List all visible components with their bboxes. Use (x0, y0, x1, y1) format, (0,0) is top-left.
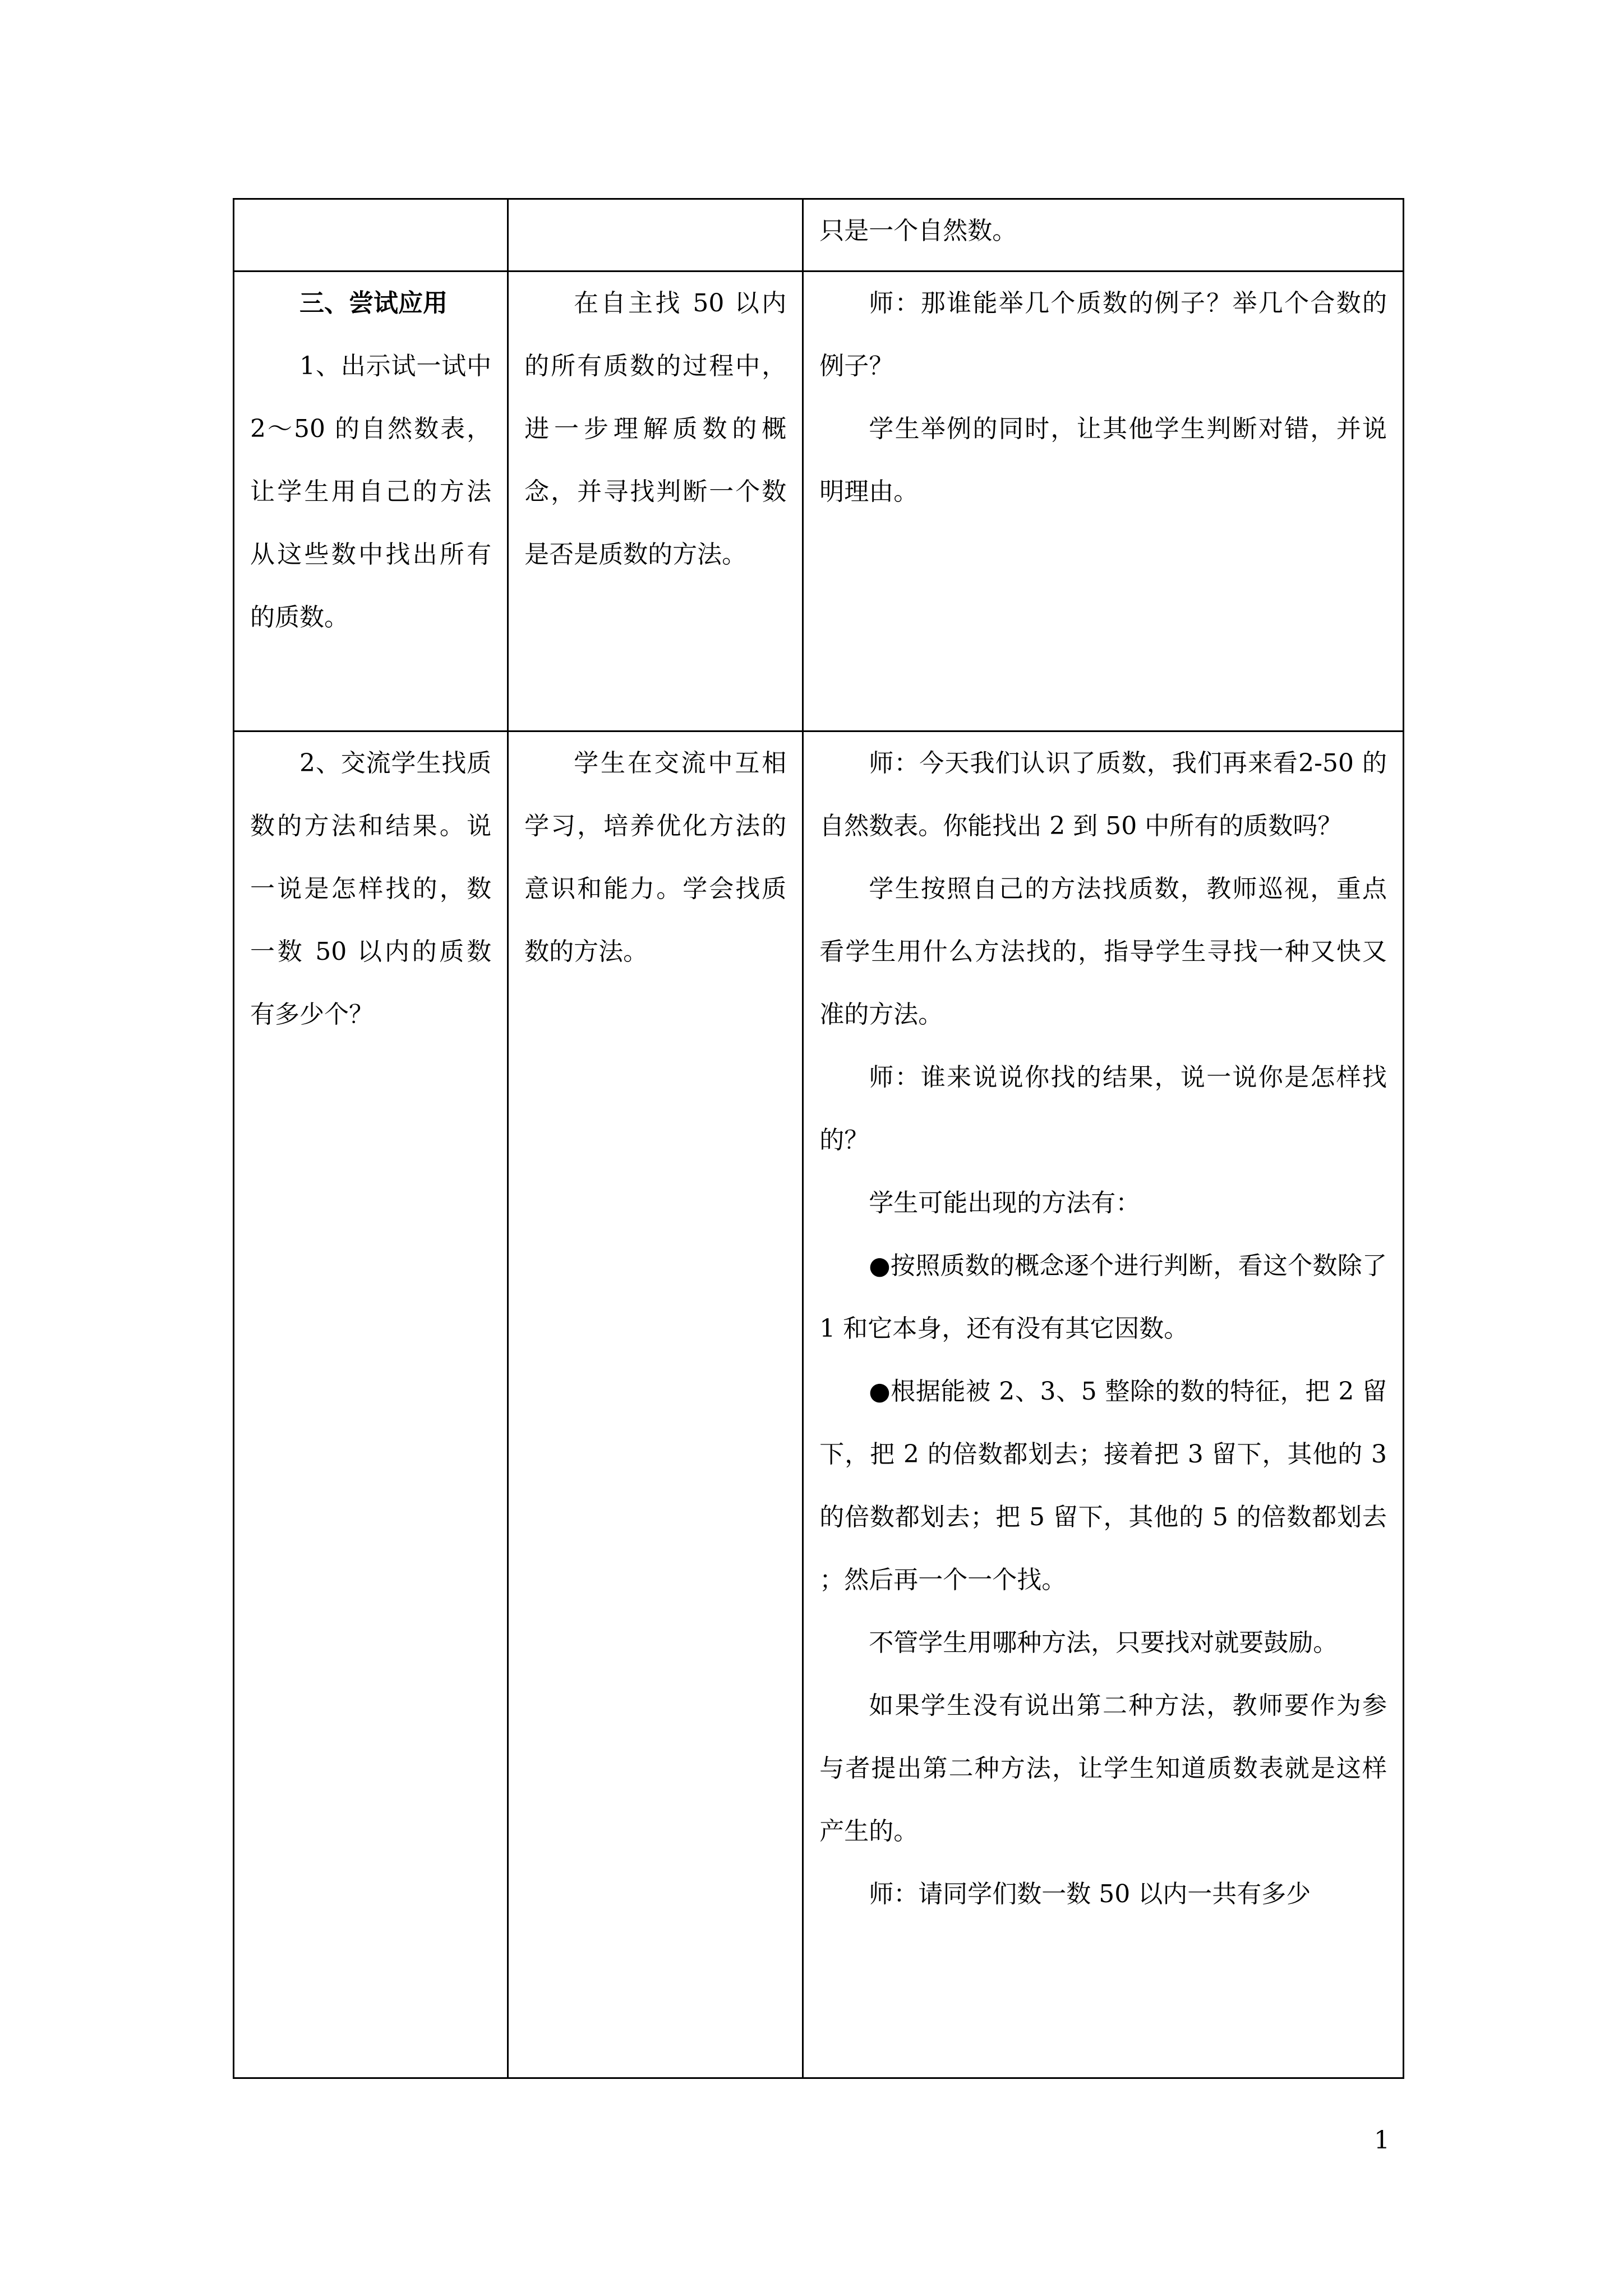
purpose-text: 学生在交流中互相学习，培养优化方法的意识和能力。学会找质数的方法。 (524, 749, 787, 966)
lesson-plan-table (233, 198, 1404, 2079)
purpose-cell (508, 272, 803, 731)
process-text: 不管学生用哪种方法，只要找对就要鼓励。 (869, 1628, 1338, 1657)
process-text: 师：今天我们认识了质数，我们再来看2-50 的自然数表。你能找出 2 到 50 中所有的质数吗？ (819, 749, 1387, 840)
table-row (234, 731, 1404, 2078)
activity-cell (234, 199, 508, 272)
process-text: 师：谁来说说你找的结果，说一说你是怎样找的？ (819, 1063, 1387, 1154)
activity-cell (234, 272, 508, 731)
process-text: 师：那谁能举几个质数的例子？举几个合数的例子？ (819, 289, 1387, 380)
process-text: ●按照质数的概念逐个进行判断，看这个数除了 1 和它本身，还有没有其它因数。 (819, 1251, 1387, 1343)
table-row (234, 272, 1404, 731)
process-text: 如果学生没有说出第二种方法，教师要作为参与者提出第二种方法，让学生知道质数表就是这样产生的。 (819, 1691, 1387, 1846)
page-number: 1 (1374, 2126, 1390, 2155)
process-text: 学生按照自己的方法找质数，教师巡视，重点看学生用什么方法找的，指导学生寻找一种又快又准的方法。 (819, 875, 1387, 1029)
activity-cell (234, 731, 508, 2078)
activity-text: 2、交流学生找质数的方法和结果。说一说是怎样找的，数一数 50 以内的质数有多少个？ (250, 749, 492, 1029)
purpose-cell (508, 731, 803, 2078)
process-cell (803, 731, 1404, 2078)
process-cell (803, 272, 1404, 731)
purpose-text: 在自主找 50 以内的所有质数的过程中，进一步理解质数的概念，并寻找判断一个数是否是质数的方法。 (524, 289, 787, 569)
process-text: 学生举例的同时，让其他学生判断对错，并说明理由。 (819, 415, 1387, 506)
process-cell (803, 199, 1404, 272)
table-row (234, 199, 1404, 272)
purpose-cell (508, 199, 803, 272)
section-heading: 三、尝试应用 (299, 289, 448, 318)
process-text: 只是一个自然数。 (819, 217, 1017, 245)
activity-text: 1、出示试一试中 2～50 的自然数表，让学生用自己的方法从这些数中找出所有的质数。 (250, 352, 492, 632)
process-text: 学生可能出现的方法有： (869, 1189, 1141, 1217)
process-text: 师：请同学们数一数 50 以内一共有多少 (869, 1880, 1311, 1908)
process-text: ●根据能被 2、3、5 整除的数的特征，把 2 留下，把 2 的倍数都划去；接着把 3 留下，其他的 3 的倍数都划去；把 5 留下，其他的 5 的倍数都划去 ；然后再一个一个找。 (819, 1377, 1387, 1594)
